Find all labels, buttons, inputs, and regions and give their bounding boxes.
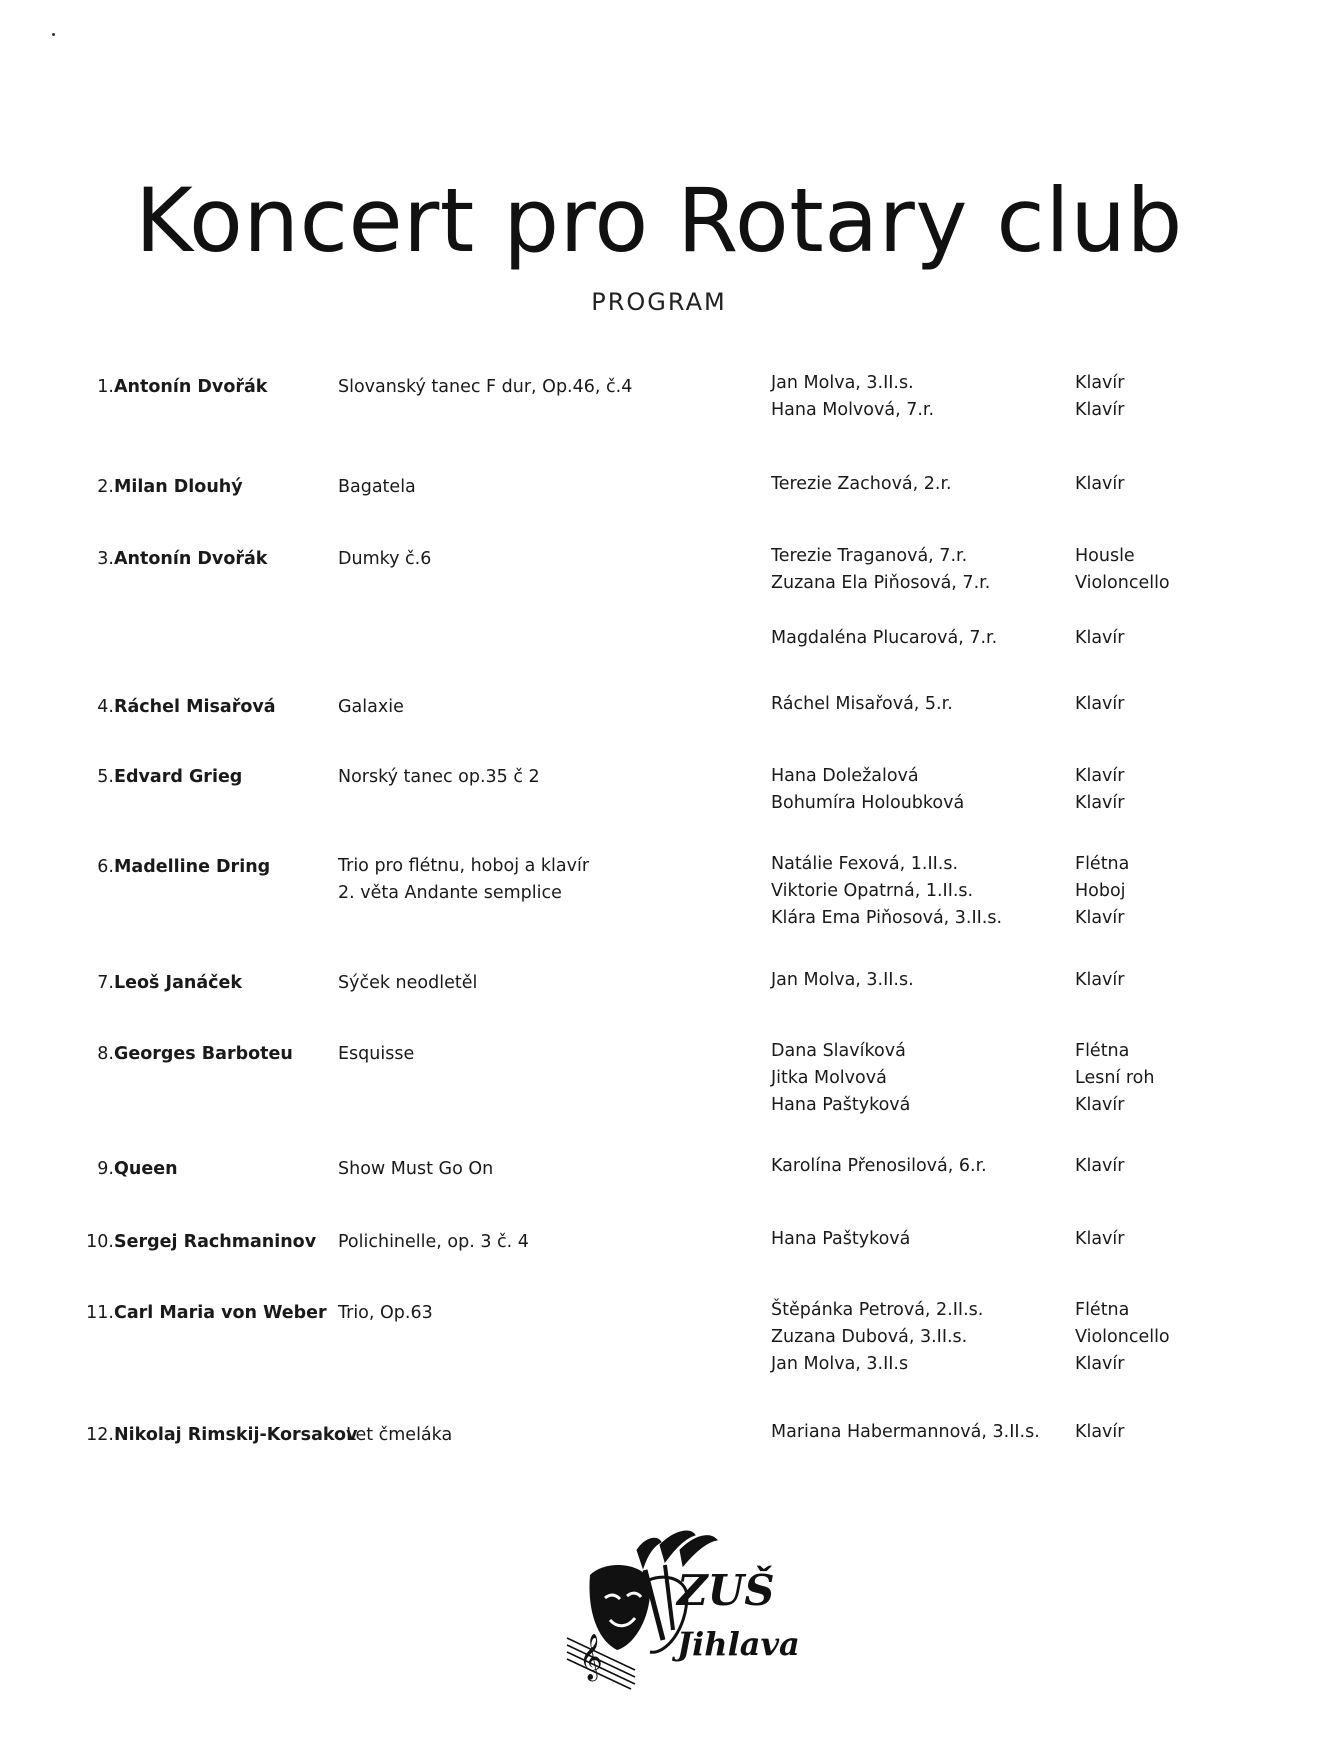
instrument: Klavír [1075,1229,1125,1249]
treble-clef-icon: 𝄞 [579,1634,603,1680]
performers [771,370,934,424]
instruments [1075,851,1129,932]
instruments [1075,471,1124,498]
performer: Klára Ema Piňosová, 3.II.s. [771,908,1003,928]
item-number: 1. [97,377,114,397]
performer [771,597,997,625]
instrument: Klavír [1075,628,1125,648]
work [338,764,540,791]
instrument: Klavír [1075,694,1125,714]
item-number: 11. [86,1303,114,1323]
performers [771,763,964,817]
work-line: Esquisse [338,1044,415,1064]
performer: Terezie Zachová, 2.r. [771,474,952,494]
instrument [1075,597,1170,625]
page-title: Koncert pro Rotary club [135,168,1183,272]
instruments [1075,763,1124,817]
item-number: 5. [97,767,114,787]
performer: Hana Paštyková [771,1095,911,1115]
performers [771,1297,983,1378]
instrument: Flétna [1075,1041,1130,1061]
work [338,694,404,721]
instrument: Klavír [1075,474,1125,494]
item-number: 12. [86,1425,114,1445]
instrument: Klavír [1075,766,1125,786]
instrument: Flétna [1075,1300,1130,1320]
work [338,374,632,401]
instrument: Hoboj [1075,881,1126,901]
item-number: 7. [97,973,114,993]
composer: Madelline Dring [114,857,271,877]
zus-jihlava-logo [565,1520,815,1690]
composer: Queen [114,1159,178,1179]
work [338,1156,493,1183]
work-line: Let čmeláka [346,1425,453,1445]
item-number: 3. [97,549,114,569]
work-line: Norský tanec op.35 č 2 [338,767,540,787]
instrument: Violoncello [1075,573,1170,593]
work-line: Sýček neodletěl [338,973,478,993]
performers [771,471,952,498]
scan-speck [52,33,55,36]
composer: Edvard Grieg [114,767,243,787]
work-line: Trio pro flétnu, hoboj a klavír [338,856,590,876]
composer: Antonín Dvořák [114,377,268,397]
instrument: Violoncello [1075,1327,1170,1347]
performers [771,1038,910,1119]
performer: Karolína Přenosilová, 6.r. [771,1156,987,1176]
work-line: Show Must Go On [338,1159,494,1179]
performer: Jan Molva, 3.II.s. [771,373,914,393]
instrument: Klavír [1075,400,1125,420]
performers [771,1153,987,1180]
performers [771,1226,910,1253]
work-line: Polichinelle, op. 3 č. 4 [338,1232,529,1252]
work [338,1300,433,1327]
instruments [1075,967,1124,994]
composer: Antonín Dvořák [114,549,268,569]
item-number: 8. [97,1044,114,1064]
performer: Štěpánka Petrová, 2.II.s. [771,1300,984,1320]
instrument: Flétna [1075,854,1130,874]
logo-text-zus: ZUŠ [677,1566,775,1615]
instruments [1075,543,1170,652]
composer: Nikolaj Rimskij-Korsakov [114,1425,358,1445]
item-number: 4. [97,697,114,717]
instruments [1075,1038,1154,1119]
composer: Milan Dlouhý [114,477,243,497]
item-number: 6. [97,857,114,877]
work-line: Dumky č.6 [338,549,432,569]
item-number: 10. [86,1232,114,1252]
performers [771,543,997,652]
performer: Zuzana Dubová, 3.II.s. [771,1327,968,1347]
instrument: Klavír [1075,793,1125,813]
composer: Sergej Rachmaninov [114,1232,317,1252]
performers [771,967,914,994]
work-line: Bagatela [338,477,416,497]
instruments [1075,1226,1124,1253]
item-number: 9. [97,1159,114,1179]
instrument: Klavír [1075,1422,1125,1442]
work [338,474,416,501]
work-line: Trio, Op.63 [338,1303,433,1323]
instruments [1075,1297,1170,1378]
instrument: Klavír [1075,908,1125,928]
work [346,1422,452,1449]
work [338,853,589,907]
performer: Hana Paštyková [771,1229,911,1249]
composer: Georges Barboteu [114,1044,293,1064]
item-number: 2. [97,477,114,497]
work [338,1229,529,1256]
work [338,546,431,573]
performer: Hana Doležalová [771,766,919,786]
work-line: 2. věta Andante semplice [338,883,562,903]
performer: Bohumíra Holoubková [771,793,965,813]
instrument: Klavír [1075,373,1125,393]
instruments [1075,1419,1124,1446]
performer: Terezie Traganová, 7.r. [771,546,968,566]
composer: Leoš Janáček [114,973,243,993]
performers [771,691,953,718]
performers [771,851,1002,932]
instrument: Klavír [1075,1095,1125,1115]
performer: Jitka Molvová [771,1068,887,1088]
performer: Hana Molvová, 7.r. [771,400,935,420]
performer: Jan Molva, 3.II.s [771,1354,909,1374]
performer: Mariana Habermannová, 3.II.s. [771,1422,1040,1442]
performer: Dana Slavíková [771,1041,906,1061]
instrument: Lesní roh [1075,1068,1155,1088]
performers [771,1419,1040,1446]
performer: Magdaléna Plucarová, 7.r. [771,628,998,648]
instrument: Klavír [1075,1156,1125,1176]
composer: Carl Maria von Weber [114,1303,327,1323]
performer: Viktorie Opatrná, 1.II.s. [771,881,974,901]
performer: Ráchel Misařová, 5.r. [771,694,953,714]
instrument: Klavír [1075,970,1125,990]
performer: Natálie Fexová, 1.II.s. [771,854,959,874]
work-line: Slovanský tanec F dur, Op.46, č.4 [338,377,633,397]
work [338,1041,414,1068]
instruments [1075,370,1124,424]
program-heading: PROGRAM [591,288,727,316]
performer: Jan Molva, 3.II.s. [771,970,914,990]
instruments [1075,691,1124,718]
composer: Ráchel Misařová [114,697,276,717]
instrument: Klavír [1075,1354,1125,1374]
instruments [1075,1153,1124,1180]
work [338,970,477,997]
work-line: Galaxie [338,697,404,717]
instrument: Housle [1075,546,1135,566]
logo-text-jihlava: Jihlava [677,1625,800,1663]
performer: Zuzana Ela Piňosová, 7.r. [771,573,991,593]
